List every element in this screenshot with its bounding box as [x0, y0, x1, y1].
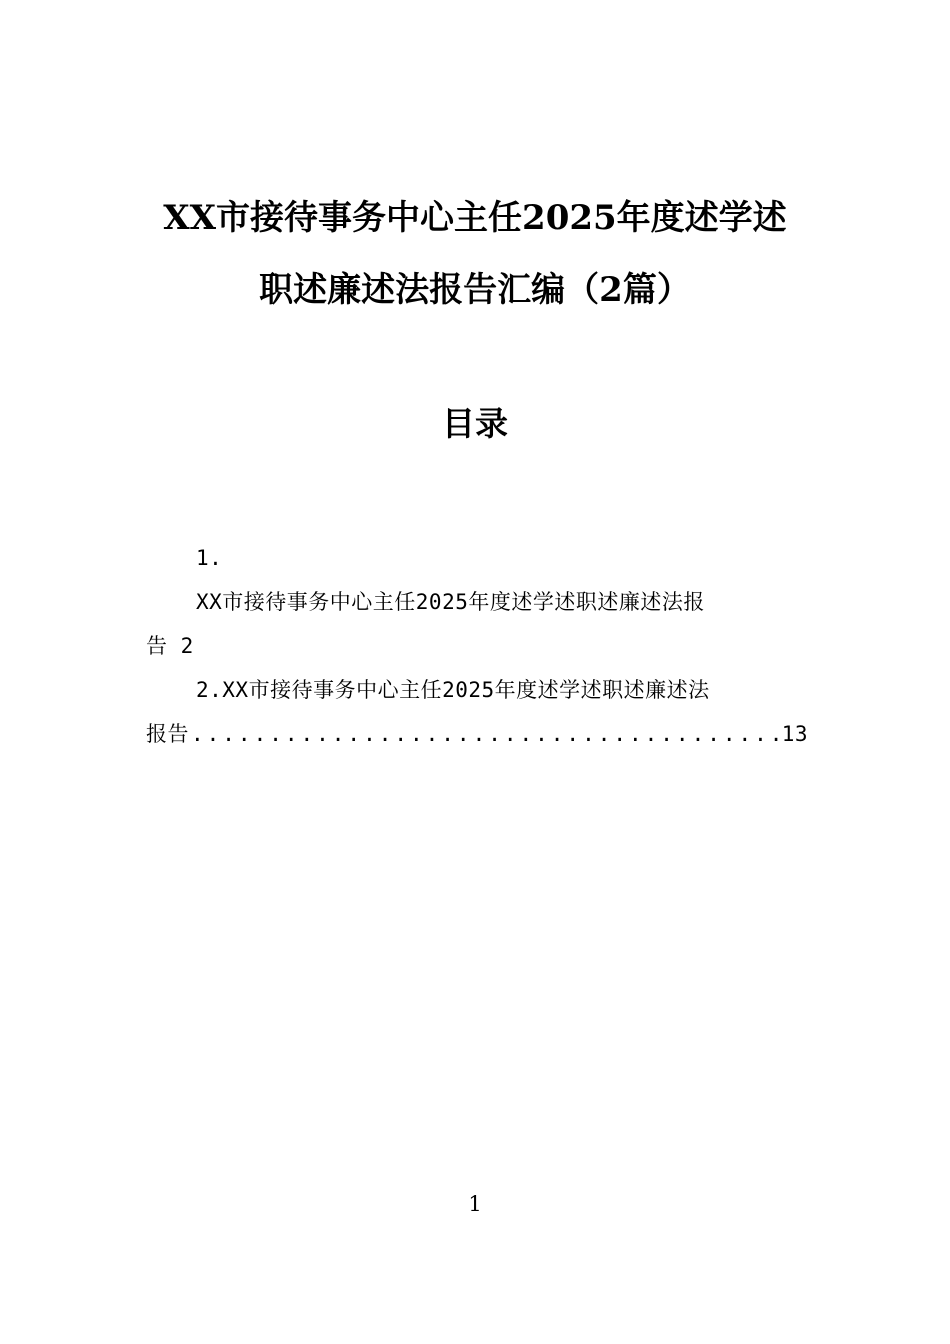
toc-heading: 目录	[442, 404, 508, 443]
toc-dot-leader	[191, 720, 780, 748]
toc-entry-2-title-continued[interactable]	[146, 720, 808, 748]
document-title-line-1: XX市接待事务中心主任2025年度述学述	[163, 198, 787, 238]
toc-entry-1-number[interactable]: 1.	[196, 546, 223, 570]
document-title-line-2: 职述廉述法报告汇编（2篇）	[259, 270, 691, 310]
toc-entry-2-page: 13	[781, 722, 808, 746]
toc-entry-2-title[interactable]: 2.XX市接待事务中心主任2025年度述学述职述廉述法	[196, 678, 710, 702]
toc-entry-2-text: 报告	[146, 722, 189, 746]
page-number: 1	[468, 1192, 482, 1216]
toc-entry-1-title-continued[interactable]: 告 2	[146, 634, 194, 658]
toc-entry-1-title[interactable]: XX市接待事务中心主任2025年度述学述职述廉述法报	[196, 590, 705, 614]
